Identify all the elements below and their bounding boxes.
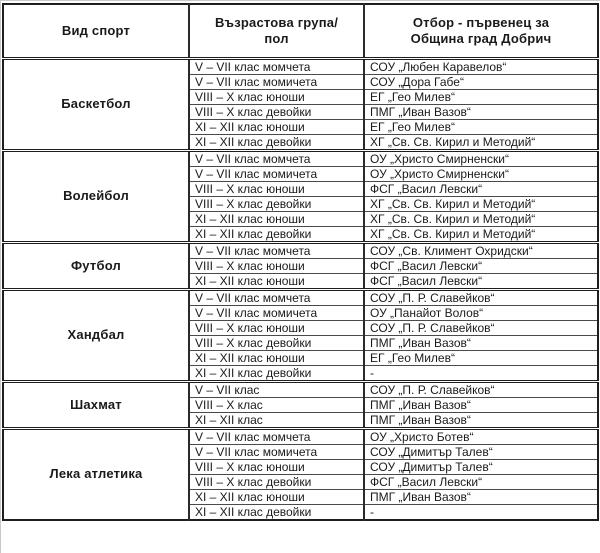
age-group-cell: XI – XII клас девойки [189, 134, 364, 150]
team-cell: ПМГ „Иван Вазов“ [364, 104, 598, 119]
team-cell: СОУ „П. Р. Славейков“ [364, 289, 598, 305]
age-group-cell: XI – XII клас девойки [189, 365, 364, 381]
team-cell: ОУ „Панайот Волов“ [364, 305, 598, 320]
frame-edge-left [0, 0, 1, 553]
age-group-cell: VIII – X клас юноши [189, 320, 364, 335]
age-group-cell: V – VII клас момчета [189, 289, 364, 305]
team-cell: ЕГ „Гео Милев“ [364, 350, 598, 365]
table-container [2, 3, 599, 521]
team-cell: СОУ „П. Р. Славейков“ [364, 320, 598, 335]
age-group-cell: VIII – X клас юноши [189, 258, 364, 273]
sport-section [3, 58, 598, 150]
team-cell: ОУ „Христо Смирненски“ [364, 150, 598, 166]
results-table [2, 3, 599, 521]
age-group-cell: V – VII клас момичета [189, 305, 364, 320]
sport-section [3, 150, 598, 242]
table-row [3, 428, 598, 444]
header-label: Вид спорт [61, 22, 131, 38]
team-cell: СОУ „Димитър Талев“ [364, 459, 598, 474]
sport-cell: Лека атлетика [3, 428, 189, 520]
age-group-cell: VIII – X клас юноши [189, 181, 364, 196]
team-cell: ЕГ „Гео Милев“ [364, 89, 598, 104]
sport-cell: Шахмат [3, 381, 189, 428]
age-group-cell: VIII – X клас девойки [189, 104, 364, 119]
table-row [3, 242, 598, 258]
age-group-cell: V – VII клас момичета [189, 166, 364, 181]
age-group-cell: XI – XII клас юноши [189, 273, 364, 289]
age-group-cell: XI – XII клас девойки [189, 504, 364, 520]
team-cell: СОУ „П. Р. Славейков“ [364, 381, 598, 397]
sport-cell: Волейбол [3, 150, 189, 242]
team-cell: СОУ „Любен Каравелов“ [364, 58, 598, 74]
age-group-cell: VIII – X клас девойки [189, 196, 364, 211]
age-group-cell: VIII – X клас [189, 397, 364, 412]
age-group-cell: XI – XII клас юноши [189, 350, 364, 365]
team-cell: ПМГ „Иван Вазов“ [364, 412, 598, 428]
team-cell: ХГ „Св. Св. Кирил и Методий“ [364, 134, 598, 150]
table-row [3, 58, 598, 74]
age-group-cell: XI – XII клас девойки [189, 226, 364, 242]
age-group-cell: VIII – X клас девойки [189, 335, 364, 350]
team-cell: ФСГ „Васил Левски“ [364, 273, 598, 289]
team-cell: ОУ „Христо Ботев“ [364, 428, 598, 444]
sport-section [3, 428, 598, 520]
team-cell: ОУ „Христо Смирненски“ [364, 166, 598, 181]
header-row [3, 4, 598, 58]
table-row [3, 289, 598, 305]
table-row [3, 381, 598, 397]
team-cell: ФСГ „Васил Левски“ [364, 181, 598, 196]
age-group-cell: V – VII клас [189, 381, 364, 397]
team-cell: ХГ „Св. Св. Кирил и Методий“ [364, 196, 598, 211]
team-cell: ФСГ „Васил Левски“ [364, 258, 598, 273]
age-group-cell: XI – XII клас юноши [189, 119, 364, 134]
header-label: Отбор - първенец за Община град Добрич [410, 14, 552, 46]
age-group-cell: V – VII клас момчета [189, 58, 364, 74]
age-group-cell: VIII – X клас девойки [189, 474, 364, 489]
frame-edge-top [0, 0, 600, 1]
header-cell-group [189, 4, 364, 58]
age-group-cell: VIII – X клас юноши [189, 459, 364, 474]
team-cell: - [364, 504, 598, 520]
sport-section [3, 289, 598, 381]
age-group-cell: XI – XII клас юноши [189, 489, 364, 504]
team-cell: ФСГ „Васил Левски“ [364, 474, 598, 489]
sport-cell: Хандбал [3, 289, 189, 381]
team-cell: ЕГ „Гео Милев“ [364, 119, 598, 134]
header-cell-sport [3, 4, 189, 58]
age-group-cell: XI – XII клас [189, 412, 364, 428]
team-cell: ПМГ „Иван Вазов“ [364, 489, 598, 504]
team-cell: ПМГ „Иван Вазов“ [364, 397, 598, 412]
team-cell: СОУ „Св. Климент Охридски“ [364, 242, 598, 258]
age-group-cell: V – VII клас момичета [189, 444, 364, 459]
sport-cell: Баскетбол [3, 58, 189, 150]
team-cell: ХГ „Св. Св. Кирил и Методий“ [364, 211, 598, 226]
sport-section [3, 381, 598, 428]
table-row [3, 150, 598, 166]
team-cell: СОУ „Димитър Талев“ [364, 444, 598, 459]
age-group-cell: V – VII клас момичета [189, 74, 364, 89]
team-cell: СОУ „Дора Габе“ [364, 74, 598, 89]
age-group-cell: VIII – X клас юноши [189, 89, 364, 104]
team-cell: ПМГ „Иван Вазов“ [364, 335, 598, 350]
age-group-cell: XI – XII клас юноши [189, 211, 364, 226]
sport-section [3, 242, 598, 289]
sport-cell: Футбол [3, 242, 189, 289]
table-header [3, 4, 598, 58]
team-cell: ХГ „Св. Св. Кирил и Методий“ [364, 226, 598, 242]
age-group-cell: V – VII клас момчета [189, 428, 364, 444]
age-group-cell: V – VII клас момчета [189, 242, 364, 258]
header-label: Възрастова група/ пол [214, 14, 339, 46]
age-group-cell: V – VII клас момчета [189, 150, 364, 166]
team-cell: - [364, 365, 598, 381]
header-cell-team [364, 4, 598, 58]
